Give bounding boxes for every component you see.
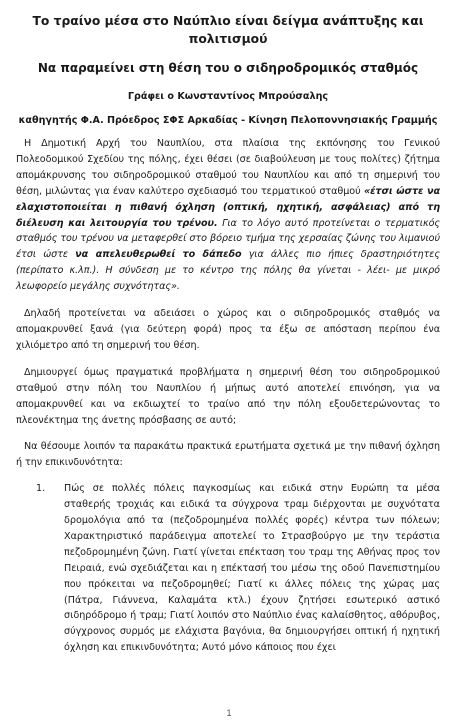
author-affiliation: καθηγητής Φ.Α. Πρόεδρος ΣΦΣ Αρκαδίας - Κίνηση Πελοποννησιακής Γραμμής [18,115,438,126]
page-number: 1 [226,708,232,718]
quote-middle: Για το λόγο αυτό προτείνεται ο τερματικός σταθμός του τρένου να μεταφερθεί στο βόρειο τμήμα της χερσαίας ζώνης του λιμανιού έτσι ώστε [16,217,440,261]
list-item-text: Πώς σε πολλές πόλεις παγκοσμίως και ειδικά στην Ευρώπη τα μέσα σταθερής τροχιάς και ειδικά τα σύγχρονα τραμ διέρχονται με συχνότατα δρομολόγια από τα (πεζοδρομημένα πολλές φορές) κέντρα των πόλεων; Χαρακτηριστικό παράδειγμα αποτελεί το Στρασβούργο με την τεράστια πεζοδρομημένη ζώνη. Γιατί γίνεται επέκταση του τραμ της Αθήνας προς τον Πειραιά, ενώ σχεδιάζεται και η επέκτασή του μέσω της οδού Πανεπιστημίου που πρόκειται να πεζοδρομηθεί; Γιατί κι άλλες πόλεις της χώρας μας (Πάτρα, Γιάννενα, Καλαμάτα κτλ.) έχουν ζητήσει εσωτερικό αστικό σιδηρόδρομο ή τραμ; Γιατί λοιπόν στο Ναύπλιο ένας καλαίσθητος, αθόρυβος, σύγχρονος συρμός με ελάχιστα βαγόνια, θα δημιουργήσει οπτική ή ηχητική όχληση και επικινδυνότητα; Αυτό μόνο κάποιος που έχει [64,483,440,654]
article-title: Το τραίνο μέσα στο Ναύπλιο είναι δείγμα ανάπτυξης και πολιτισμού [32,14,424,46]
article-subtitle: Να παραμείνει στη θέση του ο σιδηροδρομικός σταθμός [37,61,419,75]
questions-list [16,481,440,656]
quote-emphasis: να ελαχιστοποιείται η πιθανή όχληση (οπτική, ηχητική, ασφάλειας) από τη διέλευση και λειτουργία του τρένου. [16,185,440,229]
paragraph-1-text: Η Δημοτική Αρχή του Ναυπλίου, στα πλαίσια της εκπόνησης του Γενικού Πολεοδομικού Σχεδίου της πόλης, έχει θέσει (σε διαβούλευση με τους πολίτες) ζήτημα απομάκρυνσης του σιδηροδρομικού σταθμού του Ναυπλίου και από τη σημερινή του θέση, μιλώντας για έναν καλύτερο σχεδιασμό του τερματικού σταθμού [16,138,440,197]
quote-start: «έτσι ώστε να ελαχιστοποιείται η πιθανή όχληση (οπτική, ηχητική, ασφάλειας) από τη διέλευση και λειτουργία του τρένου. Για το λόγο αυτό προτείνεται ο τερματικός σταθμός του τρένου να μεταφερθεί στο βόρειο τμήμα της χερσαίας ζώνης του λιμανιού έτσι ώστε να απελευθερωθεί το δάπεδο για άλλες πιο ήπιες δραστηριότητες (περίπατο κ.λπ.). Η σύνδεση με το κέντρο της πόλης θα γίνεται - λέει- με μικρό λεωφορείο μεγάλης συχνότητας». [16,185,440,293]
quote-end: για άλλες πιο ήπιες δραστηριότητες (περίπατο κ.λπ.). Η σύνδεση με το κέντρο της πόλης θα γίνεται - λέει- με μικρό λεωφορείο μεγάλης συχνότητας». [16,249,440,293]
paragraph-4: Να θέσουμε λοιπόν τα παρακάτω πρακτικά ερωτήματα σχετικά με την πιθανή όχληση ή την επικινδυνότητα: [16,441,440,469]
list-item-number: 1. [36,483,46,495]
author-line: Γράφει ο Κωνσταντίνος Μπρούσαλης [127,91,329,102]
quote-emphasis-2: να απελευθερωθεί το δάπεδο [75,249,242,261]
paragraph-2: Δηλαδή προτείνεται να αδειάσει ο χώρος και ο σιδηροδρομικός σταθμός να απομακρυνθεί ξανά (για δεύτερη φορά) προς τα έξω σε απόσταση περίπου ένα χιλιόμετρο από τη σημερινή του θέση. [16,308,440,351]
paragraph-1 [16,136,440,295]
list-item [16,481,440,656]
paragraph-3: Δημιουργεί όμως πραγματικά προβλήματα η σημερινή θέση του σιδηροδρομικού σταθμού στην πόλη του Ναυπλίου ή μήπως αυτό αποτελεί επινόηση, για να απομακρυνθεί και να εκδιωχτεί το τραίνο από την πόλη εξουδετερώνοντας το πλεονέκτημα της άνετης πρόσβασης σε αυτό; [16,366,440,426]
